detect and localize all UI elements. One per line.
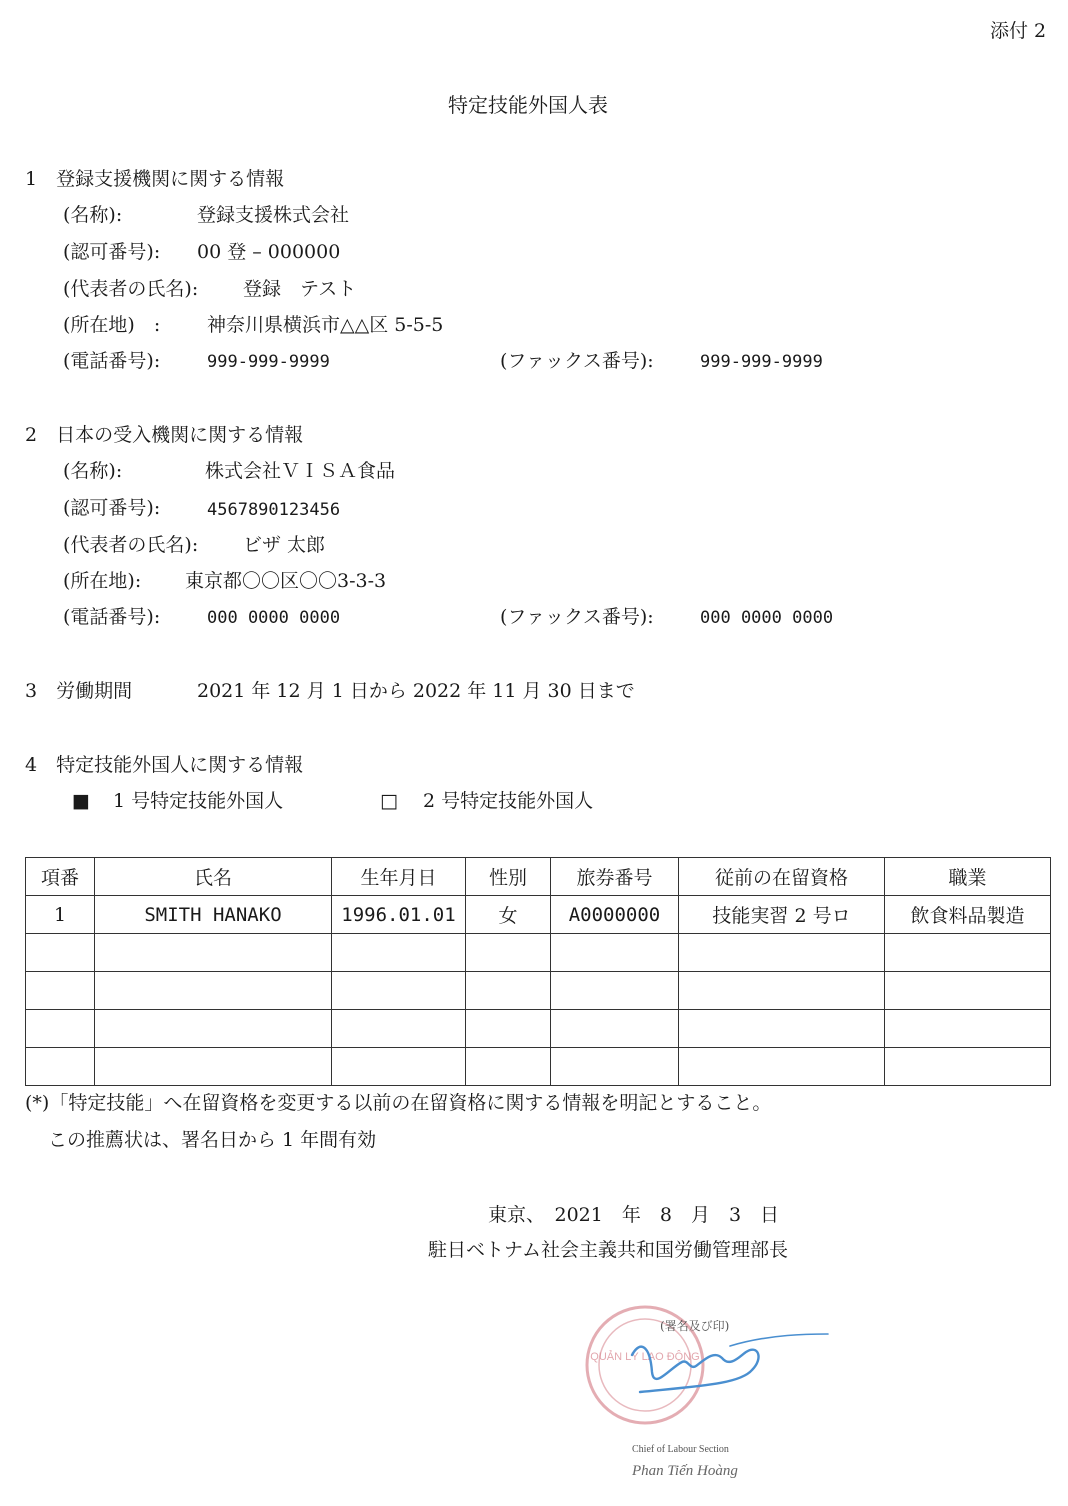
table-cell: 女 [466, 896, 551, 934]
table-row [26, 934, 1051, 972]
table-header-row [26, 858, 1051, 896]
table-cell: 技能実習 2 号ロ [679, 896, 885, 934]
table-cell: A0000000 [551, 896, 679, 934]
s2-permit-value: 4567890123456 [207, 500, 341, 520]
s2-addr-label: (所在地): [63, 570, 142, 592]
table-row [26, 1010, 1051, 1048]
table-cell [26, 972, 95, 1010]
worker-table [25, 857, 1051, 1086]
s2-addr-value: 東京都〇〇区〇〇3-3-3 [185, 570, 387, 592]
validity-note: この推薦状は、署名日から 1 年間有効 [48, 1129, 377, 1151]
stamp-caption: (署名及び印) [660, 1319, 730, 1333]
option-1-label: 1 号特定技能外国人 [113, 790, 284, 812]
work-period: 2021 年 12 月 1 日から 2022 年 11 月 30 日まで [197, 680, 635, 702]
signature-text [692, 1356, 695, 1357]
table-cell [332, 972, 466, 1010]
column-header: 性別 [466, 858, 551, 896]
table-cell [885, 934, 1051, 972]
signer-name: Phan Tiến Hoàng [632, 1463, 738, 1479]
option-1-checkbox[interactable]: ■ [72, 790, 90, 812]
column-header: 旅券番号 [551, 858, 679, 896]
table-cell [551, 1010, 679, 1048]
option-2-label: 2 号特定技能外国人 [423, 790, 594, 812]
table-cell [885, 1010, 1051, 1048]
column-header: 氏名 [95, 858, 332, 896]
s2-permit-label: (認可番号): [63, 497, 161, 519]
table-cell [95, 972, 332, 1010]
table-cell [679, 972, 885, 1010]
table-cell [679, 1048, 885, 1086]
s1-name-label: (名称): [63, 204, 123, 226]
section-2-heading: 2 日本の受入機関に関する情報 [25, 424, 304, 446]
table-cell [679, 1010, 885, 1048]
role-caption: Chief of Labour Section [632, 1444, 729, 1455]
official-seal [580, 1300, 860, 1500]
table-cell [551, 1048, 679, 1086]
option-2-checkbox[interactable]: □ [380, 790, 398, 812]
s1-addr-label: (所在地) : [63, 314, 161, 336]
column-header: 項番 [26, 858, 95, 896]
section-4-heading: 4 特定技能外国人に関する情報 [25, 754, 304, 776]
table-cell [466, 1048, 551, 1086]
s2-name-label: (名称): [63, 460, 123, 482]
table-cell: 1996.01.01 [332, 896, 466, 934]
table-cell [466, 934, 551, 972]
s2-tel-label: (電話番号): [63, 606, 161, 628]
table-cell [332, 1048, 466, 1086]
s2-tel-value: 000 0000 0000 [207, 608, 341, 628]
s2-fax-value: 000 0000 0000 [700, 608, 834, 628]
section-3-heading: 3 労働期間 [25, 680, 133, 702]
table-cell [885, 972, 1051, 1010]
table-cell [332, 1010, 466, 1048]
s2-rep-label: (代表者の氏名): [63, 534, 199, 556]
s1-name-value: 登録支援株式会社 [197, 204, 350, 226]
s1-fax-value: 999-999-9999 [700, 352, 823, 372]
column-header: 生年月日 [332, 858, 466, 896]
table-cell [26, 1048, 95, 1086]
footnote: (*)「特定技能」へ在留資格を変更する以前の在留資格に関する情報を明記とすること。 [25, 1092, 772, 1114]
table-row [26, 1048, 1051, 1086]
s2-fax-label: (ファックス番号): [500, 606, 654, 628]
attachment-number: 添付 2 [990, 20, 1047, 42]
section-1-heading: 1 登録支援機関に関する情報 [25, 168, 285, 190]
s1-permit-label: (認可番号): [63, 241, 161, 263]
s1-tel-label: (電話番号): [63, 350, 161, 372]
table-cell [26, 1010, 95, 1048]
document-title: 特定技能外国人表 [448, 93, 608, 117]
table-cell [679, 934, 885, 972]
table-cell [466, 972, 551, 1010]
s1-rep-label: (代表者の氏名): [63, 278, 199, 300]
s1-tel-value: 999-999-9999 [207, 352, 330, 372]
s1-permit-value: 00 登 – 000000 [197, 241, 341, 263]
s2-rep-value: ビザ 太郎 [243, 534, 326, 556]
table-cell [466, 1010, 551, 1048]
table-cell [95, 1048, 332, 1086]
sign-authority: 駐日ベトナム社会主義共和国労働管理部長 [428, 1239, 789, 1261]
table-cell [95, 1010, 332, 1048]
table-cell [885, 1048, 1051, 1086]
seal-text: QUẢN LÝ LAO ĐỘNG [590, 1351, 700, 1363]
s1-rep-value: 登録 テスト [243, 278, 357, 300]
s1-addr-value: 神奈川県横浜市△△区 5-5-5 [207, 314, 444, 336]
table-cell [26, 934, 95, 972]
table-cell: 飲食料品製造 [885, 896, 1051, 934]
sign-date: 東京、 2021 年 8 月 3 日 [488, 1204, 780, 1226]
table-cell: SMITH HANAKO [95, 896, 332, 934]
table-row [26, 972, 1051, 1010]
column-header: 従前の在留資格 [679, 858, 885, 896]
column-header: 職業 [885, 858, 1051, 896]
table-row [26, 896, 1051, 934]
table-cell [95, 934, 332, 972]
table-cell [551, 972, 679, 1010]
table-cell [551, 934, 679, 972]
signature-tail [730, 1334, 828, 1346]
s2-name-value: 株式会社ＶＩＳＡ食品 [205, 460, 396, 482]
s1-fax-label: (ファックス番号): [500, 350, 654, 372]
table-cell [332, 934, 466, 972]
table-cell: 1 [26, 896, 95, 934]
